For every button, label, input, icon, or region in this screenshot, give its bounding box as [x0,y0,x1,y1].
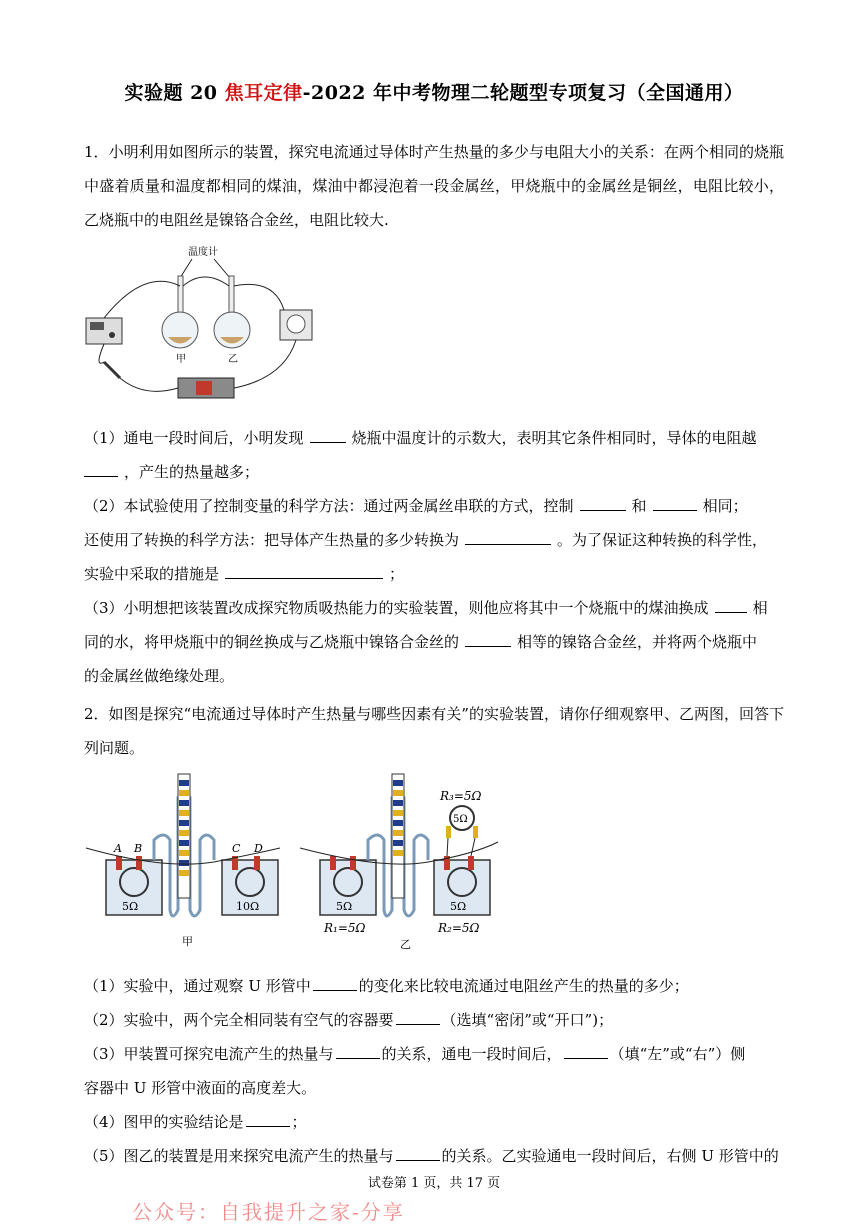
q2-intro: 2．如图是探究“电流通过导体时产生热量与哪些因素有关”的实验装置，请你仔细观察甲、乙两图，回答下列问题。 [84,705,784,757]
thermometer-label: 温度计 [188,247,218,258]
r1-label: R₁=5Ω [324,921,366,935]
q2-part2: （2）实验中，两个完全相同装有空气的容器要 （选填“密闭”或“开口”)； [84,1011,614,1029]
q1-part3-line2: 同的水，将甲烧瓶中的铜丝换成与乙烧瓶中镍铬合金丝的 相等的镍铬合金丝，并将两个烧瓶中 [84,633,758,651]
q2-part3-line2: 容器中 U 形管中液面的高度差大。 [84,1079,317,1097]
r-left-a: 5Ω [122,900,139,913]
answer-blank[interactable] [564,1044,608,1059]
answer-blank[interactable] [465,632,511,647]
q1-part2-line2: 还使用了转换的科学方法：把导体产生热量的多少转换为 。为了保证这种转换的科学性， [84,531,768,549]
r3-inner: 5Ω [453,814,468,825]
page-footer: 试卷第 1 页，共 17 页 [367,1176,501,1191]
answer-blank[interactable] [465,530,551,545]
q2-part5: （5）图乙的装置是用来探究电流产生的热量与 的关系。乙实验通电一段时间后，右侧 U 形管中的 [84,1147,779,1165]
apparatus-b [300,774,498,951]
label-a: A [114,842,122,855]
q1-part2-line3: 实验中采取的措施是 ； [84,565,405,583]
answer-blank[interactable] [580,496,626,511]
q1-part1-line1: （1）通电一段时间后，小明发现 烧瓶中温度计的示数大，表明其它条件相同时，导体的电阻越 [84,429,757,447]
r-right-a: 10Ω [236,900,260,913]
q2-part4: （4）图甲的实验结论是 ； [84,1113,307,1131]
q1-part1-line2: ，产生的热量越多； [84,461,259,482]
q1-part3-line1: （3）小明想把该装置改成探究物质吸热能力的实验装置，则他应将其中一个烧瓶中的煤油换成 相 [84,599,768,617]
answer-blank[interactable] [225,564,383,579]
q1-figure [84,238,324,408]
q1-part2-line1: （2）本试验使用了控制变量的科学方法：通过两金属丝串联的方式，控制 和 相同； [84,497,748,515]
r-left-b: 5Ω [336,900,353,913]
r2-label: R₂=5Ω [438,921,480,935]
flask-a-label: 甲 [176,354,186,365]
answer-blank[interactable] [336,1044,380,1059]
q2-part1: （1）实验中，通过观察 U 形管中 的变化来比较电流通过电阻丝产生的热量的多少； [84,977,689,995]
answer-blank[interactable] [313,976,357,991]
answer-blank[interactable] [715,598,747,613]
r3-label: R₃=5Ω [440,789,482,803]
page-title: 实验题 20 焦耳定律-2022 年中考物理二轮题型专项复习（全国通用） [124,82,744,104]
q2-figure [84,770,504,960]
watermark: 公众号：自我提升之家-分享 [132,1200,405,1224]
answer-blank[interactable] [396,1146,440,1161]
apparatus-a [86,774,280,948]
q2-part3-line1: （3）甲装置可探究电流产生的热量与 的关系，通电一段时间后， （填“左”或“右”）侧 [84,1045,746,1063]
r-right-b: 5Ω [450,900,467,913]
q1-part3-line3: 的金属丝做绝缘处理。 [84,667,235,685]
flask-b-label: 乙 [228,354,238,365]
caption-a: 甲 [182,935,193,948]
answer-blank[interactable] [396,1010,440,1025]
answer-blank[interactable] [246,1112,290,1127]
label-b: B [134,842,143,855]
q1-intro: 1．小明利用如图所示的装置，探究电流通过导体时产生热量的多少与电阻大小的关系：在两个相同的烧瓶中盛着质量和温度都相同的煤油，煤油中都浸泡着一段金属丝，甲烧瓶中的金属丝是铜丝，电阻比较小，乙烧瓶中的电阻丝是镍铬合金丝，电阻比较大. [84,143,784,229]
caption-b: 乙 [400,938,411,951]
answer-blank[interactable] [653,496,697,511]
answer-blank[interactable] [84,462,118,477]
label-c: C [232,842,241,855]
label-d: D [254,842,263,855]
answer-blank[interactable] [310,428,346,443]
